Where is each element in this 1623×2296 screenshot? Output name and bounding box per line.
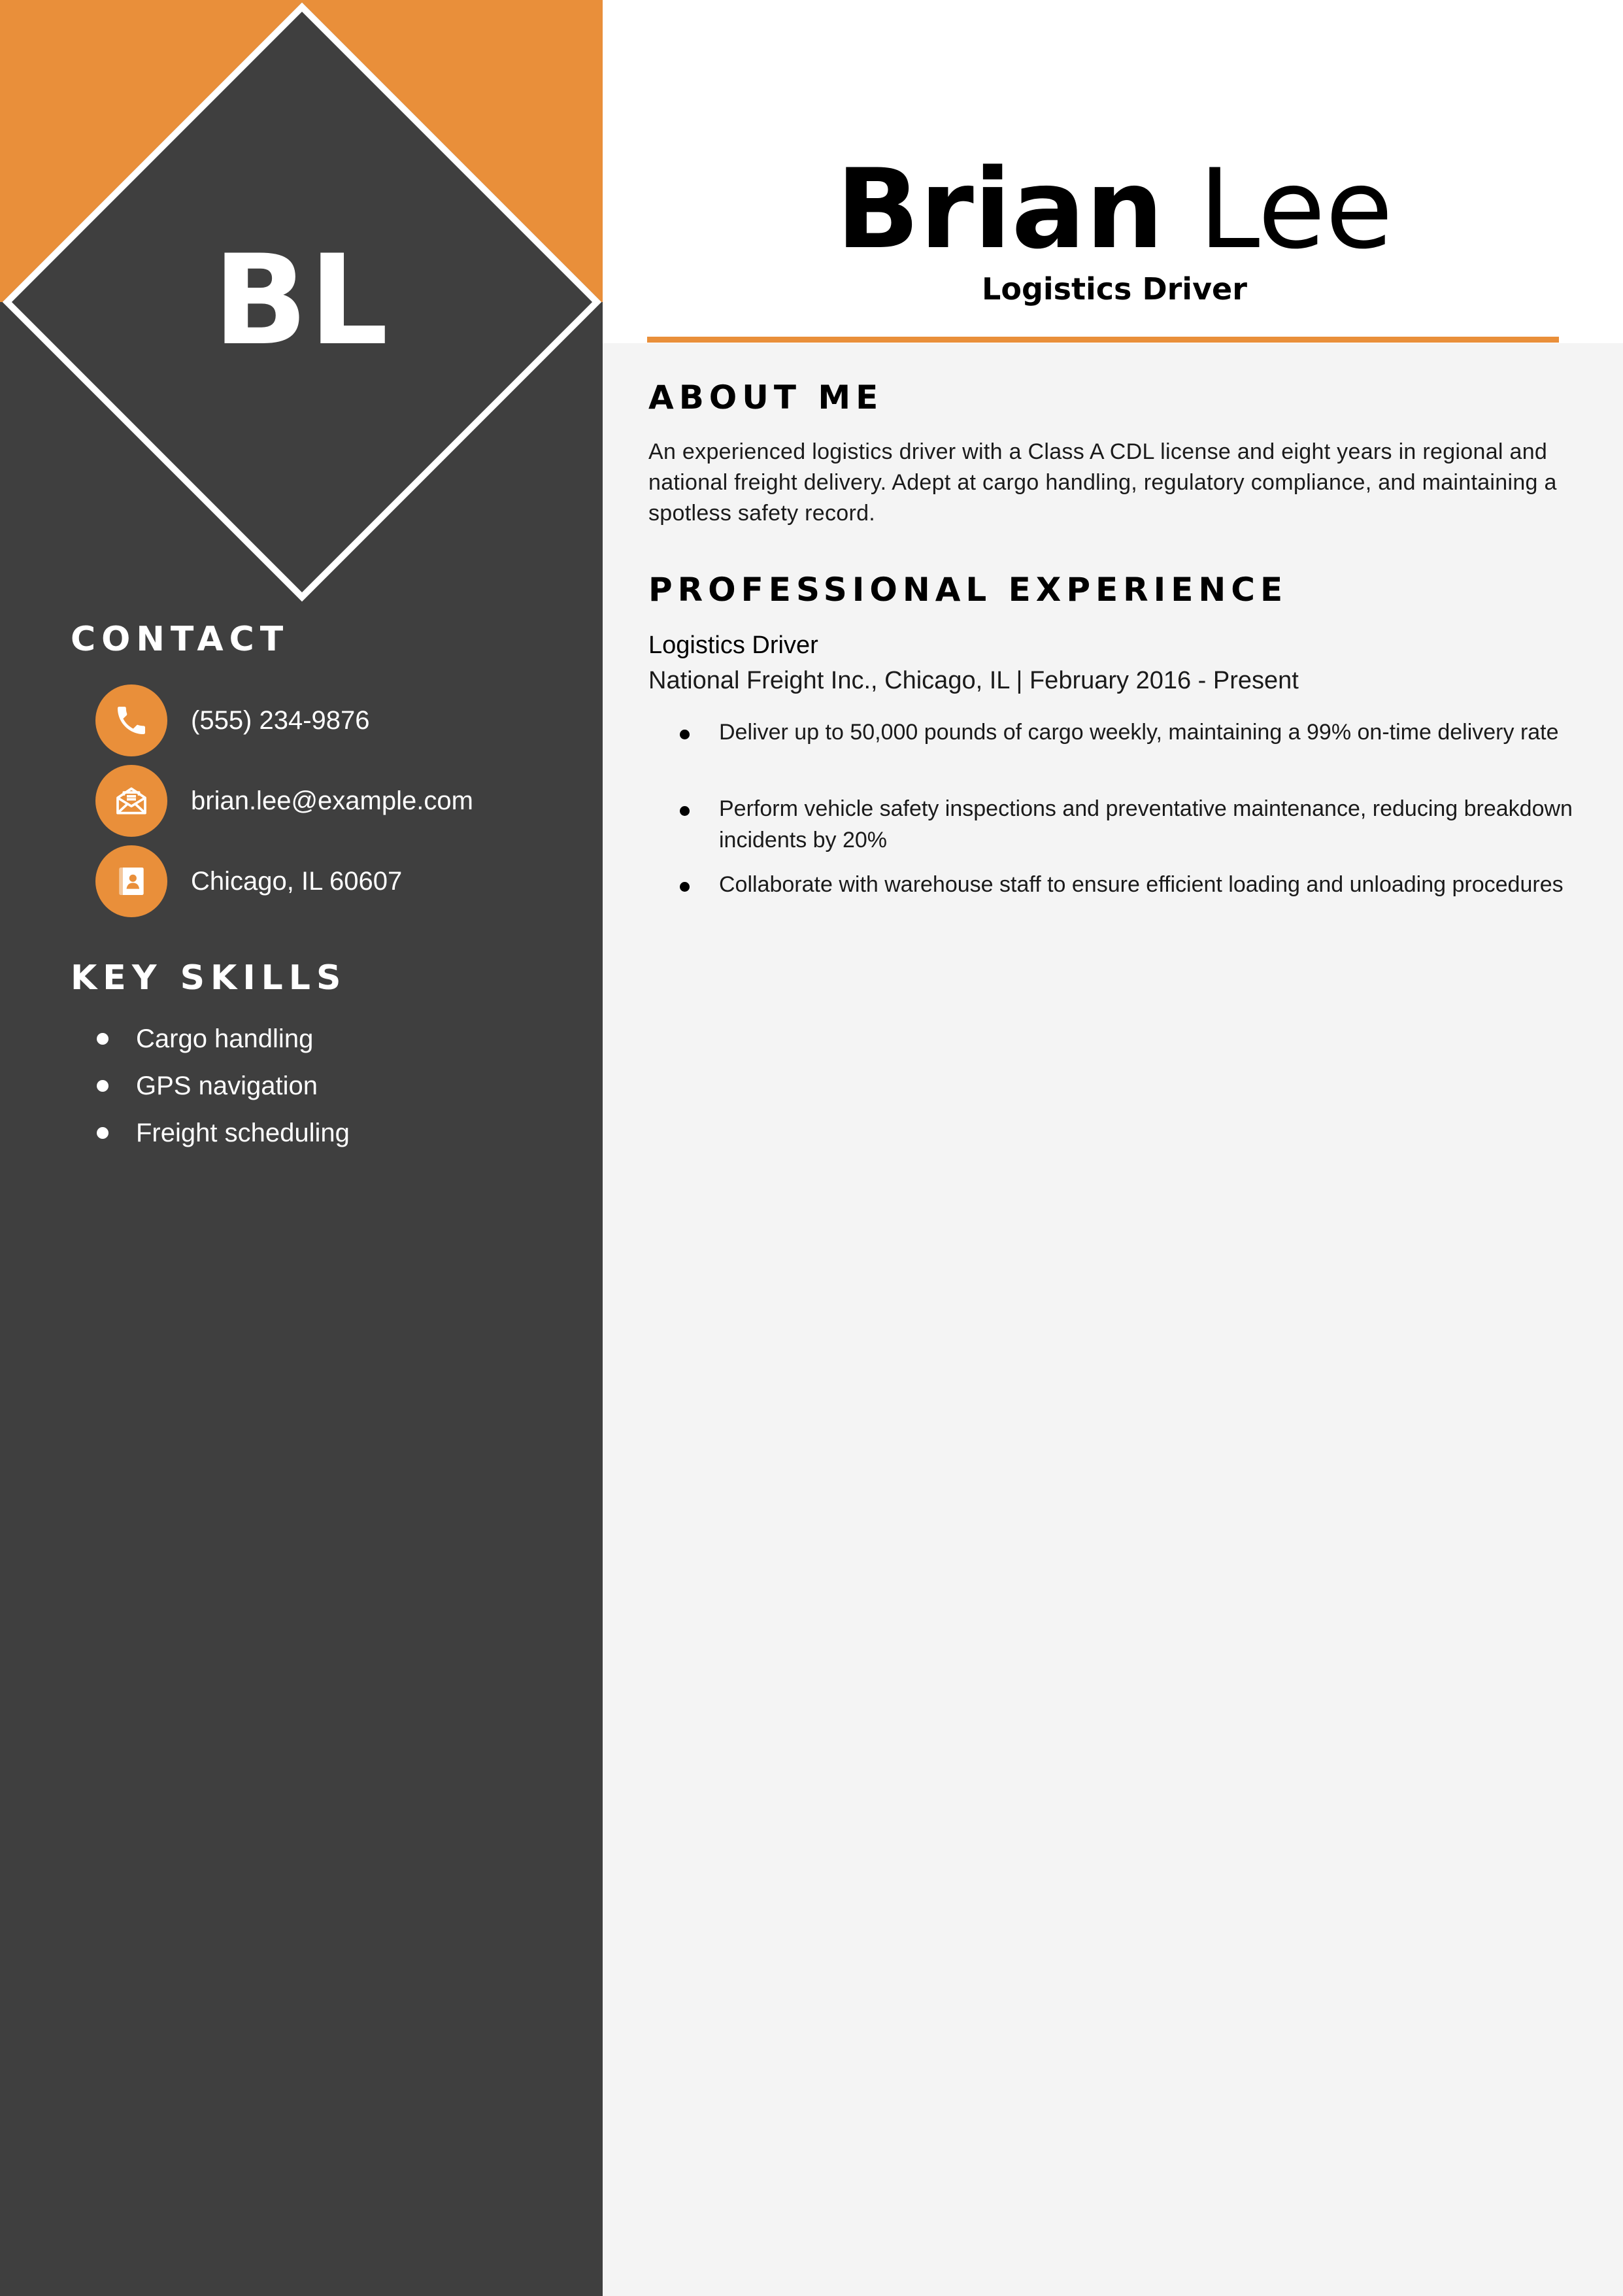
about-heading: ABOUT ME	[648, 379, 884, 416]
job-title: Logistics Driver	[982, 271, 1247, 307]
bullet-icon	[97, 1033, 109, 1045]
envelope-icon	[95, 765, 167, 837]
first-name: Brian	[835, 145, 1164, 273]
contact-email	[95, 765, 579, 837]
last-name: Lee	[1198, 145, 1394, 273]
contact-heading: CONTACT	[71, 620, 290, 659]
contact-location-text: Chicago, IL 60607	[191, 867, 403, 896]
contact-email-text: brian.lee@example.com	[191, 786, 473, 815]
bullet-icon	[97, 1127, 109, 1139]
skill-text: Cargo handling	[136, 1024, 314, 1053]
experience-bullet-text: Perform vehicle safety inspections and preventative maintenance, reducing breakdown incidents by 20%	[719, 796, 1573, 853]
skill-text: GPS navigation	[136, 1072, 318, 1100]
experience-bullet-text: Deliver up to 50,000 pounds of cargo weekly, maintaining a 99% on-time delivery rate	[719, 720, 1559, 745]
about-text: An experienced logistics driver with a Class A CDL license and eight years in regional and national freight delivery. Adept at cargo handling, regulatory compliance, and maintaining a spotless safety record.	[648, 439, 1557, 526]
experience-bullet-text: Collaborate with warehouse staff to ensure efficient loading and unloading procedures	[719, 872, 1564, 897]
contact-location	[95, 845, 579, 917]
job-company-line: National Freight Inc., Chicago, IL | February 2016 - Present	[648, 667, 1299, 694]
address-book-icon	[95, 845, 167, 917]
contact-phone	[95, 684, 579, 756]
contact-phone-text: (555) 234-9876	[191, 706, 370, 735]
skill-item	[97, 1068, 554, 1104]
bullet-icon	[97, 1080, 109, 1092]
bullet-icon	[680, 882, 690, 892]
monogram-initials: BL	[213, 228, 390, 373]
bullet-icon	[680, 806, 690, 816]
candidate-name	[647, 144, 1582, 275]
experience-heading: PROFESSIONAL EXPERIENCE	[648, 571, 1288, 609]
skills-heading: KEY SKILLS	[71, 958, 347, 998]
skill-item	[97, 1021, 554, 1057]
phone-icon	[95, 684, 167, 756]
job-role: Logistics Driver	[648, 632, 818, 659]
header-divider	[647, 337, 1559, 343]
skill-item	[97, 1115, 554, 1151]
skill-text: Freight scheduling	[136, 1119, 350, 1147]
bullet-icon	[680, 730, 690, 739]
